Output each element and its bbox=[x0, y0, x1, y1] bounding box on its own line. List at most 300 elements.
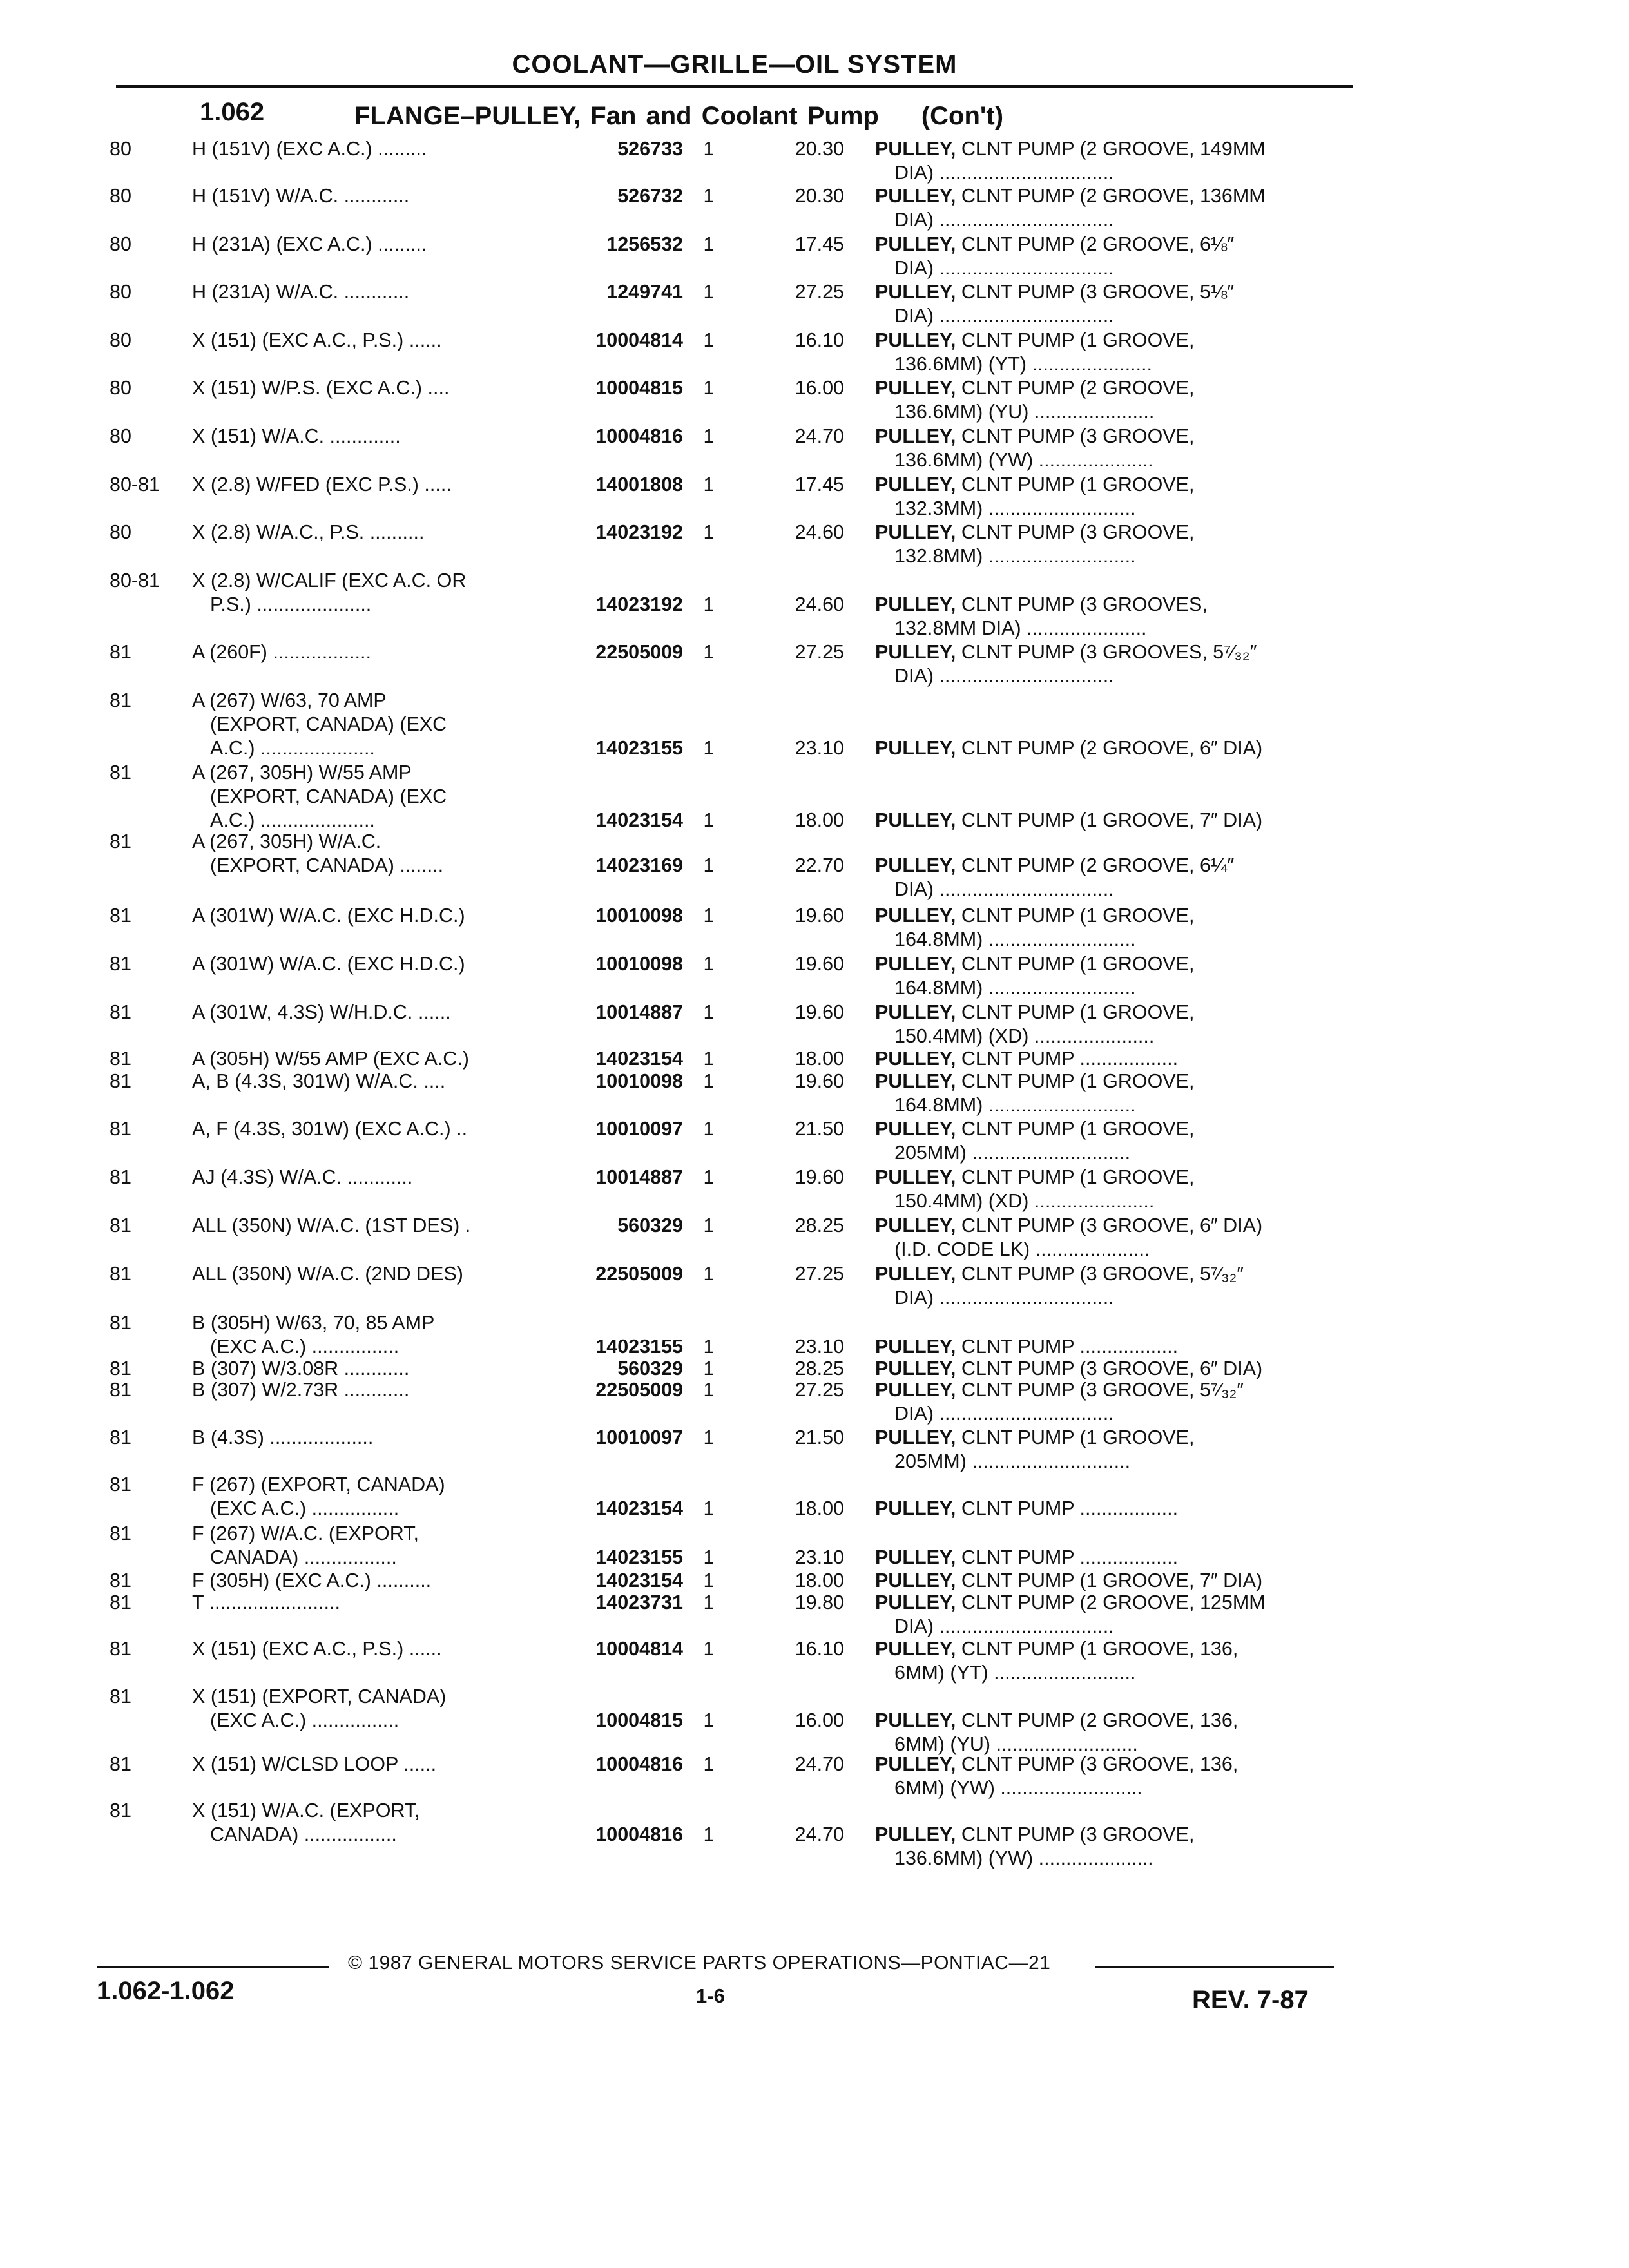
price: 16.00 bbox=[795, 1709, 844, 1731]
description-text: CLNT PUMP .................. bbox=[961, 1336, 1179, 1358]
description-text: CLNT PUMP (2 GROOVE, 125MM bbox=[961, 1591, 1266, 1613]
page-title: COOLANT—GRILLE—OIL SYSTEM bbox=[512, 50, 958, 79]
part-number: 10004816 bbox=[595, 1823, 683, 1845]
description-label: PULLEY, bbox=[875, 474, 956, 495]
application-cell bbox=[192, 640, 543, 664]
description-cell bbox=[875, 521, 1352, 568]
description-text: CLNT PUMP (1 GROOVE, bbox=[961, 1070, 1195, 1092]
price: 16.10 bbox=[795, 1638, 844, 1660]
application-cell bbox=[192, 1311, 543, 1359]
part-number: 10014887 bbox=[595, 1001, 683, 1023]
part-number: 22505009 bbox=[595, 1263, 683, 1285]
description-text: CLNT PUMP .................. bbox=[961, 1546, 1179, 1568]
description-cell bbox=[875, 640, 1352, 688]
application-line: H (231A) (EXC A.C.) ......... bbox=[192, 233, 427, 255]
quantity: 1 bbox=[703, 1336, 715, 1358]
description-line bbox=[875, 1214, 1352, 1238]
quantity: 1 bbox=[703, 1638, 715, 1660]
description-label: PULLEY, bbox=[875, 1070, 956, 1092]
description-cell bbox=[875, 137, 1352, 185]
application-line: A, B (4.3S, 301W) W/A.C. .... bbox=[192, 1070, 446, 1092]
description-label: PULLEY, bbox=[875, 1497, 956, 1519]
description-line bbox=[875, 425, 1352, 448]
description-cell bbox=[875, 1823, 1352, 1870]
part-number: 1249741 bbox=[606, 281, 683, 303]
quantity: 1 bbox=[703, 905, 715, 927]
application-cell bbox=[192, 761, 543, 832]
description-line: (I.D. CODE LK) ..................... bbox=[894, 1238, 1150, 1260]
application-line: F (305H) (EXC A.C.) .......... bbox=[192, 1570, 432, 1591]
application-cell bbox=[192, 830, 543, 878]
price: 16.00 bbox=[795, 377, 844, 399]
quantity: 1 bbox=[703, 1070, 715, 1092]
description-text: CLNT PUMP (1 GROOVE, 7″ DIA) bbox=[961, 1570, 1263, 1591]
application-line: (EXPORT, CANADA) (EXC bbox=[210, 713, 447, 735]
application-line: (EXPORT, CANADA) (EXC bbox=[210, 785, 447, 807]
description-line bbox=[875, 1753, 1352, 1776]
section-title: FLANGE–PULLEY, Fan and Coolant Pump bbox=[354, 102, 879, 130]
application-line: A (301W) W/A.C. (EXC H.D.C.) bbox=[192, 905, 465, 927]
quantity: 1 bbox=[703, 1166, 715, 1188]
quantity: 1 bbox=[703, 1546, 715, 1568]
description-text: CLNT PUMP (2 GROOVE, 149MM bbox=[961, 138, 1266, 160]
quantity: 1 bbox=[703, 641, 715, 663]
description-text: CLNT PUMP (1 GROOVE, bbox=[961, 474, 1195, 495]
description-line bbox=[875, 137, 1352, 161]
application-cell bbox=[192, 1214, 543, 1238]
model-year: 81 bbox=[110, 1474, 131, 1495]
part-number: 10010098 bbox=[595, 953, 683, 975]
section-number: 1.062 bbox=[200, 98, 265, 126]
price: 24.60 bbox=[795, 593, 844, 615]
application-line: B (4.3S) ................... bbox=[192, 1427, 374, 1448]
model-year: 81 bbox=[110, 1427, 131, 1448]
price: 24.60 bbox=[795, 521, 844, 543]
quantity: 1 bbox=[703, 1118, 715, 1140]
part-number: 14023155 bbox=[595, 1336, 683, 1358]
part-number: 10004814 bbox=[595, 329, 683, 351]
model-year: 81 bbox=[110, 1215, 131, 1236]
price: 23.10 bbox=[795, 737, 844, 759]
description-label: PULLEY, bbox=[875, 1358, 956, 1379]
part-number: 560329 bbox=[617, 1215, 683, 1236]
quantity: 1 bbox=[703, 1753, 715, 1775]
description-line bbox=[875, 1001, 1352, 1024]
price: 18.00 bbox=[795, 1497, 844, 1519]
quantity: 1 bbox=[703, 737, 715, 759]
description-line: DIA) ................................ bbox=[894, 1403, 1114, 1425]
application-cell bbox=[192, 569, 543, 617]
description-line bbox=[875, 1823, 1352, 1847]
description-label: PULLEY, bbox=[875, 521, 956, 543]
description-label: PULLEY, bbox=[875, 233, 956, 255]
description-line bbox=[875, 1591, 1352, 1615]
price: 16.10 bbox=[795, 329, 844, 351]
quantity: 1 bbox=[703, 1570, 715, 1591]
description-line bbox=[875, 473, 1352, 497]
description-cell bbox=[875, 1709, 1352, 1756]
description-label: PULLEY, bbox=[875, 1570, 956, 1591]
part-number: 10010098 bbox=[595, 905, 683, 927]
part-number: 14023155 bbox=[595, 1546, 683, 1568]
application-line: X (151) (EXC A.C., P.S.) ...... bbox=[192, 329, 442, 351]
application-line: A (301W) W/A.C. (EXC H.D.C.) bbox=[192, 953, 465, 975]
description-line: 150.4MM) (XD) ...................... bbox=[894, 1190, 1155, 1212]
price: 20.30 bbox=[795, 138, 844, 160]
model-year: 81 bbox=[110, 689, 131, 711]
application-cell bbox=[192, 1569, 543, 1593]
part-number: 14023154 bbox=[595, 1048, 683, 1070]
description-line bbox=[875, 184, 1352, 208]
description-cell bbox=[875, 1070, 1352, 1117]
quantity: 1 bbox=[703, 1358, 715, 1379]
description-cell bbox=[875, 1166, 1352, 1213]
description-line: DIA) ................................ bbox=[894, 1287, 1114, 1309]
price: 24.70 bbox=[795, 425, 844, 447]
price: 23.10 bbox=[795, 1336, 844, 1358]
description-label: PULLEY, bbox=[875, 905, 956, 927]
quantity: 1 bbox=[703, 1497, 715, 1519]
description-text: CLNT PUMP (1 GROOVE, bbox=[961, 1427, 1195, 1448]
description-text: CLNT PUMP (3 GROOVE, bbox=[961, 1823, 1195, 1845]
model-year: 81 bbox=[110, 1591, 131, 1613]
description-line: 136.6MM) (YT) ...................... bbox=[894, 353, 1152, 375]
price: 18.00 bbox=[795, 1048, 844, 1070]
description-cell bbox=[875, 1569, 1352, 1593]
description-line bbox=[875, 1497, 1352, 1521]
description-cell bbox=[875, 1378, 1352, 1426]
quantity: 1 bbox=[703, 138, 715, 160]
quantity: 1 bbox=[703, 1001, 715, 1023]
application-line: X (151) W/A.C. ............. bbox=[192, 425, 401, 447]
description-cell bbox=[875, 329, 1352, 376]
model-year: 81 bbox=[110, 1358, 131, 1379]
description-cell bbox=[875, 376, 1352, 424]
quantity: 1 bbox=[703, 521, 715, 543]
quantity: 1 bbox=[703, 233, 715, 255]
quantity: 1 bbox=[703, 1215, 715, 1236]
description-label: PULLEY, bbox=[875, 809, 956, 831]
description-line: 132.8MM) ........................... bbox=[894, 545, 1136, 567]
part-number: 22505009 bbox=[595, 1379, 683, 1401]
application-cell bbox=[192, 952, 543, 976]
application-cell bbox=[192, 1378, 543, 1402]
description-line bbox=[875, 1357, 1352, 1381]
application-line: (EXC A.C.) ................ bbox=[210, 1497, 400, 1519]
description-cell bbox=[875, 593, 1352, 640]
description-text: CLNT PUMP (2 GROOVE, 6¼″ bbox=[961, 854, 1235, 876]
application-line: H (151V) (EXC A.C.) ......... bbox=[192, 138, 427, 160]
model-year: 81 bbox=[110, 641, 131, 663]
quantity: 1 bbox=[703, 1709, 715, 1731]
description-label: PULLEY, bbox=[875, 1823, 956, 1845]
description-label: PULLEY, bbox=[875, 1263, 956, 1285]
application-cell bbox=[192, 1685, 543, 1733]
description-line bbox=[875, 521, 1352, 544]
quantity: 1 bbox=[703, 593, 715, 615]
part-number: 526732 bbox=[617, 185, 683, 207]
description-label: PULLEY, bbox=[875, 425, 956, 447]
description-line bbox=[875, 233, 1352, 256]
application-line: CANADA) ................. bbox=[210, 1823, 397, 1845]
description-label: PULLEY, bbox=[875, 281, 956, 303]
part-number: 22505009 bbox=[595, 641, 683, 663]
application-cell bbox=[192, 473, 543, 497]
description-text: CLNT PUMP (3 GROOVE, 5⁷⁄₃₂″ bbox=[961, 1263, 1244, 1285]
description-line: DIA) ................................ bbox=[894, 1615, 1114, 1637]
application-line: B (307) W/2.73R ............ bbox=[192, 1379, 410, 1401]
application-line: A (267, 305H) W/55 AMP bbox=[192, 762, 412, 783]
model-year: 81 bbox=[110, 762, 131, 783]
application-line: ALL (350N) W/A.C. (2ND DES) bbox=[192, 1263, 463, 1285]
model-year: 81 bbox=[110, 1263, 131, 1285]
application-cell bbox=[192, 376, 543, 400]
application-cell bbox=[192, 521, 543, 544]
application-cell bbox=[192, 233, 543, 256]
description-line bbox=[875, 952, 1352, 976]
price: 27.25 bbox=[795, 641, 844, 663]
application-cell bbox=[192, 1753, 543, 1776]
price: 27.25 bbox=[795, 1379, 844, 1401]
description-cell bbox=[875, 425, 1352, 472]
description-line bbox=[875, 329, 1352, 352]
application-cell bbox=[192, 1166, 543, 1189]
description-line: DIA) ................................ bbox=[894, 878, 1114, 900]
description-line: 6MM) (YW) .......................... bbox=[894, 1777, 1142, 1799]
application-line: X (2.8) W/A.C., P.S. .......... bbox=[192, 521, 425, 543]
application-cell bbox=[192, 1262, 543, 1286]
quantity: 1 bbox=[703, 953, 715, 975]
application-cell bbox=[192, 1473, 543, 1521]
application-cell bbox=[192, 184, 543, 208]
application-line: (EXC A.C.) ................ bbox=[210, 1709, 400, 1731]
description-text: CLNT PUMP .................. bbox=[961, 1048, 1179, 1070]
application-line: A.C.) ..................... bbox=[210, 809, 375, 831]
part-number: 14023154 bbox=[595, 1497, 683, 1519]
price: 24.70 bbox=[795, 1823, 844, 1845]
model-year: 80 bbox=[110, 185, 131, 207]
part-number: 14023192 bbox=[595, 593, 683, 615]
part-number: 14023192 bbox=[595, 521, 683, 543]
description-text: CLNT PUMP (1 GROOVE, 136, bbox=[961, 1638, 1239, 1660]
description-cell bbox=[875, 736, 1352, 760]
description-text: CLNT PUMP (3 GROOVE, 5⅛″ bbox=[961, 281, 1235, 303]
model-year: 80-81 bbox=[110, 474, 160, 495]
part-number: 526733 bbox=[617, 138, 683, 160]
description-cell bbox=[875, 1047, 1352, 1071]
application-line: P.S.) ..................... bbox=[210, 593, 372, 615]
description-cell bbox=[875, 1637, 1352, 1685]
description-line: DIA) ................................ bbox=[894, 162, 1114, 184]
description-cell bbox=[875, 1001, 1352, 1048]
description-line: 132.8MM DIA) ...................... bbox=[894, 617, 1147, 639]
application-cell bbox=[192, 1591, 543, 1615]
application-line: H (231A) W/A.C. ............ bbox=[192, 281, 410, 303]
description-cell bbox=[875, 1214, 1352, 1262]
description-line: DIA) ................................ bbox=[894, 665, 1114, 687]
quantity: 1 bbox=[703, 1823, 715, 1845]
description-text: CLNT PUMP (1 GROOVE, bbox=[961, 953, 1195, 975]
description-label: PULLEY, bbox=[875, 1118, 956, 1140]
application-line: T ........................ bbox=[192, 1591, 340, 1613]
part-number: 560329 bbox=[617, 1358, 683, 1379]
application-cell bbox=[192, 1001, 543, 1024]
description-line bbox=[875, 854, 1352, 878]
description-line bbox=[875, 809, 1352, 832]
price: 20.30 bbox=[795, 185, 844, 207]
description-label: PULLEY, bbox=[875, 1001, 956, 1023]
model-year: 80 bbox=[110, 521, 131, 543]
model-year: 81 bbox=[110, 905, 131, 927]
application-line: B (307) W/3.08R ............ bbox=[192, 1358, 410, 1379]
description-line: 205MM) ............................. bbox=[894, 1142, 1131, 1164]
part-number: 10010098 bbox=[595, 1070, 683, 1092]
price: 19.80 bbox=[795, 1591, 844, 1613]
model-year: 80 bbox=[110, 425, 131, 447]
description-label: PULLEY, bbox=[875, 854, 956, 876]
part-number: 14023169 bbox=[595, 854, 683, 876]
application-cell bbox=[192, 1047, 543, 1071]
application-line: AJ (4.3S) W/A.C. ............ bbox=[192, 1166, 413, 1188]
description-line: 150.4MM) (XD) ...................... bbox=[894, 1025, 1155, 1047]
part-number: 10004815 bbox=[595, 377, 683, 399]
description-cell bbox=[875, 1426, 1352, 1474]
quantity: 1 bbox=[703, 425, 715, 447]
description-text: CLNT PUMP (3 GROOVE, bbox=[961, 521, 1195, 543]
description-cell bbox=[875, 1546, 1352, 1570]
model-year: 81 bbox=[110, 1523, 131, 1544]
description-cell bbox=[875, 809, 1352, 832]
description-cell bbox=[875, 473, 1352, 521]
model-year: 81 bbox=[110, 1166, 131, 1188]
description-text: CLNT PUMP (1 GROOVE, bbox=[961, 1118, 1195, 1140]
description-text: CLNT PUMP (1 GROOVE, bbox=[961, 1001, 1195, 1023]
quantity: 1 bbox=[703, 854, 715, 876]
price: 27.25 bbox=[795, 1263, 844, 1285]
description-label: PULLEY, bbox=[875, 953, 956, 975]
application-cell bbox=[192, 1070, 543, 1093]
quantity: 1 bbox=[703, 809, 715, 831]
application-line: X (151) (EXPORT, CANADA) bbox=[192, 1686, 447, 1707]
part-number: 14023154 bbox=[595, 809, 683, 831]
description-text: CLNT PUMP (2 GROOVE, 136, bbox=[961, 1709, 1239, 1731]
application-line: ALL (350N) W/A.C. (1ST DES) . bbox=[192, 1215, 471, 1236]
revision-label: REV. 7-87 bbox=[1192, 1986, 1309, 2014]
quantity: 1 bbox=[703, 1263, 715, 1285]
description-cell bbox=[875, 280, 1352, 328]
description-text: CLNT PUMP (1 GROOVE, bbox=[961, 905, 1195, 927]
description-label: PULLEY, bbox=[875, 1166, 956, 1188]
description-label: PULLEY, bbox=[875, 185, 956, 207]
description-label: PULLEY, bbox=[875, 1546, 956, 1568]
application-cell bbox=[192, 1357, 543, 1381]
price: 17.45 bbox=[795, 474, 844, 495]
description-line bbox=[875, 376, 1352, 400]
description-line bbox=[875, 1117, 1352, 1141]
description-label: PULLEY, bbox=[875, 641, 956, 663]
application-line: CANADA) ................. bbox=[210, 1546, 397, 1568]
model-year: 81 bbox=[110, 1800, 131, 1821]
description-line bbox=[875, 1569, 1352, 1593]
application-cell bbox=[192, 137, 543, 161]
application-cell bbox=[192, 689, 543, 760]
model-year: 81 bbox=[110, 831, 131, 852]
price: 19.60 bbox=[795, 1070, 844, 1092]
application-line: B (305H) W/63, 70, 85 AMP bbox=[192, 1312, 435, 1334]
price: 17.45 bbox=[795, 233, 844, 255]
part-number: 14023155 bbox=[595, 737, 683, 759]
page-number: 1-6 bbox=[696, 1984, 725, 2007]
description-label: PULLEY, bbox=[875, 1591, 956, 1613]
description-line: 205MM) ............................. bbox=[894, 1450, 1131, 1472]
quantity: 1 bbox=[703, 329, 715, 351]
part-number: 10010097 bbox=[595, 1427, 683, 1448]
model-year: 81 bbox=[110, 1070, 131, 1092]
description-text: CLNT PUMP (3 GROOVES, 5⁷⁄₃₂″ bbox=[961, 641, 1257, 663]
description-text: CLNT PUMP (3 GROOVE, bbox=[961, 425, 1195, 447]
application-line: A (305H) W/55 AMP (EXC A.C.) bbox=[192, 1048, 469, 1070]
application-line: A.C.) ..................... bbox=[210, 737, 375, 759]
description-cell bbox=[875, 1117, 1352, 1165]
application-line: F (267) (EXPORT, CANADA) bbox=[192, 1474, 445, 1495]
description-text: CLNT PUMP .................. bbox=[961, 1497, 1179, 1519]
description-cell bbox=[875, 1357, 1352, 1381]
description-label: PULLEY, bbox=[875, 1048, 956, 1070]
description-text: CLNT PUMP (3 GROOVE, 6″ DIA) bbox=[961, 1215, 1263, 1236]
description-line: DIA) ................................ bbox=[894, 257, 1114, 279]
application-line: A (267) W/63, 70 AMP bbox=[192, 689, 387, 711]
application-line: X (2.8) W/FED (EXC P.S.) ..... bbox=[192, 474, 452, 495]
part-number: 14023154 bbox=[595, 1570, 683, 1591]
description-text: CLNT PUMP (2 GROOVE, 136MM bbox=[961, 185, 1266, 207]
description-line: 164.8MM) ........................... bbox=[894, 1094, 1136, 1116]
description-label: PULLEY, bbox=[875, 1709, 956, 1731]
model-year: 81 bbox=[110, 1686, 131, 1707]
quantity: 1 bbox=[703, 474, 715, 495]
description-label: PULLEY, bbox=[875, 1638, 956, 1660]
model-year: 80 bbox=[110, 329, 131, 351]
model-year: 80 bbox=[110, 377, 131, 399]
application-line: (EXC A.C.) ................ bbox=[210, 1336, 400, 1358]
description-text: CLNT PUMP (3 GROOVE, 136, bbox=[961, 1753, 1239, 1775]
description-line bbox=[875, 1637, 1352, 1661]
application-line: X (151) W/A.C. (EXPORT, bbox=[192, 1800, 420, 1821]
description-line bbox=[875, 593, 1352, 617]
quantity: 1 bbox=[703, 1591, 715, 1613]
model-year: 80 bbox=[110, 138, 131, 160]
description-line: DIA) ................................ bbox=[894, 209, 1114, 231]
price: 22.70 bbox=[795, 854, 844, 876]
price: 19.60 bbox=[795, 1001, 844, 1023]
part-number: 10004815 bbox=[595, 1709, 683, 1731]
description-line bbox=[875, 904, 1352, 928]
model-year: 80 bbox=[110, 281, 131, 303]
description-label: PULLEY, bbox=[875, 737, 956, 759]
quantity: 1 bbox=[703, 1048, 715, 1070]
model-year: 81 bbox=[110, 1379, 131, 1401]
description-cell bbox=[875, 184, 1352, 232]
description-label: PULLEY, bbox=[875, 1427, 956, 1448]
model-year: 81 bbox=[110, 1570, 131, 1591]
description-line bbox=[875, 1047, 1352, 1071]
description-text: CLNT PUMP (2 GROOVE, 6″ DIA) bbox=[961, 737, 1263, 759]
footer-rule-left bbox=[97, 1966, 329, 1968]
description-line bbox=[875, 1335, 1352, 1359]
description-line: 6MM) (YU) .......................... bbox=[894, 1733, 1138, 1755]
quantity: 1 bbox=[703, 1379, 715, 1401]
model-year: 81 bbox=[110, 953, 131, 975]
section-range: 1.062-1.062 bbox=[97, 1977, 235, 2005]
